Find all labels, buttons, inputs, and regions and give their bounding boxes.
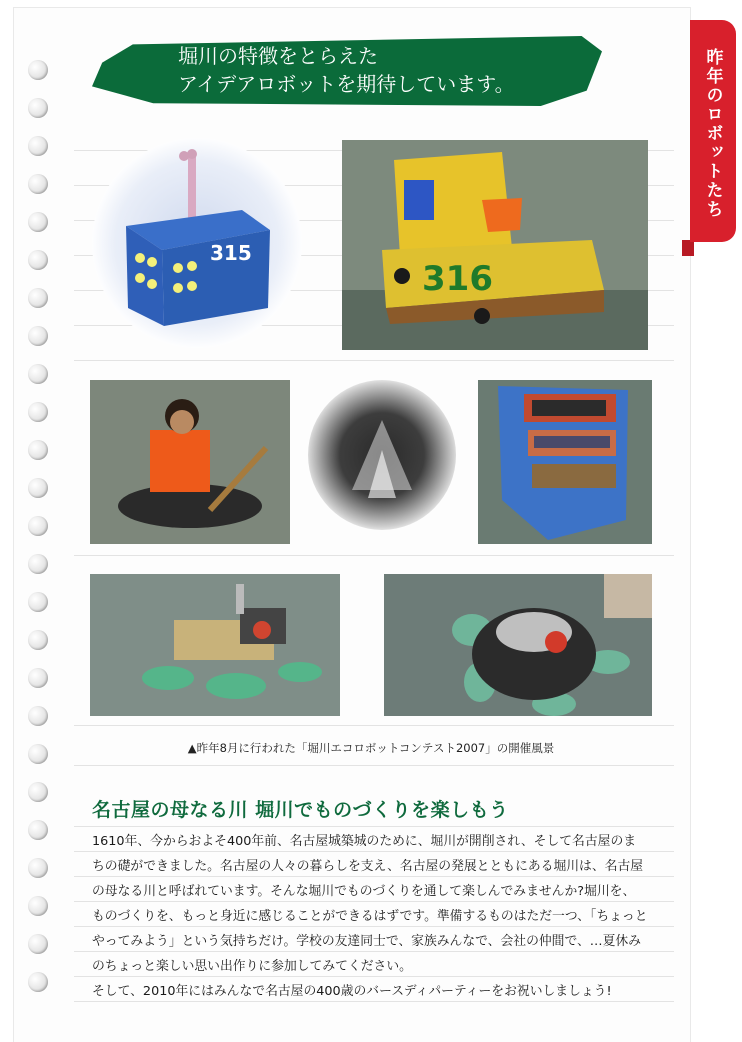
banner-line-1: 堀川の特徴をとらえた	[178, 44, 378, 68]
banner-line-2: アイデアロボットを期待しています。	[178, 72, 515, 96]
photo-cube-robot	[92, 138, 302, 348]
photo-caption: ▲昨年8月に行われた「堀川エコロボットコンテスト2007」の開催風景	[187, 741, 555, 755]
photo-turtle-robot	[384, 574, 652, 716]
banner-title	[178, 42, 598, 98]
section-heading: 名古屋の母なる川 堀川でものづくりを楽しもう	[92, 799, 509, 821]
photo-blue-boat-robot	[478, 380, 652, 544]
body-line: 1610年、今からおよそ400年前、名古屋城築城のために、堀川が開削され、そして名古屋のま	[92, 834, 637, 849]
body-line: のちょっと楽しい思い出作りに参加してみてください。	[92, 959, 412, 974]
body-line: やってみよう」という気持ちだけ。学校の友達同士で、家族みんなで、会社の仲間で、…夏休み	[92, 934, 641, 949]
photo-water-spray	[308, 380, 456, 530]
photo-float-robot	[90, 574, 340, 716]
section-body	[92, 829, 658, 1004]
photo-boy-in-tub	[90, 380, 290, 544]
cube-number: 315	[210, 241, 252, 265]
section-tab[interactable]	[690, 20, 736, 242]
body-line: の母なる川と呼ばれています。そんな堀川でものづくりを通して楽しんでみませんか?堀川を、	[92, 884, 636, 899]
body-line: そして、2010年にはみんなで名古屋の400歳のバースディパーティーをお祝いしましょう!	[92, 984, 612, 999]
body-line: ちの礎ができました。名古屋の人々の暮らしを支え、名古屋の発展とともにある堀川は、名古屋	[92, 859, 644, 874]
section-tab-label: 昨年のロボットたち	[702, 48, 723, 219]
photo-yellow-boat-robot	[342, 140, 648, 350]
body-line: ものづくりを、もっと身近に感じることができるはずです。準備するものはただ一つ、「ちょっと	[92, 909, 648, 924]
boat-number: 316	[422, 259, 493, 299]
